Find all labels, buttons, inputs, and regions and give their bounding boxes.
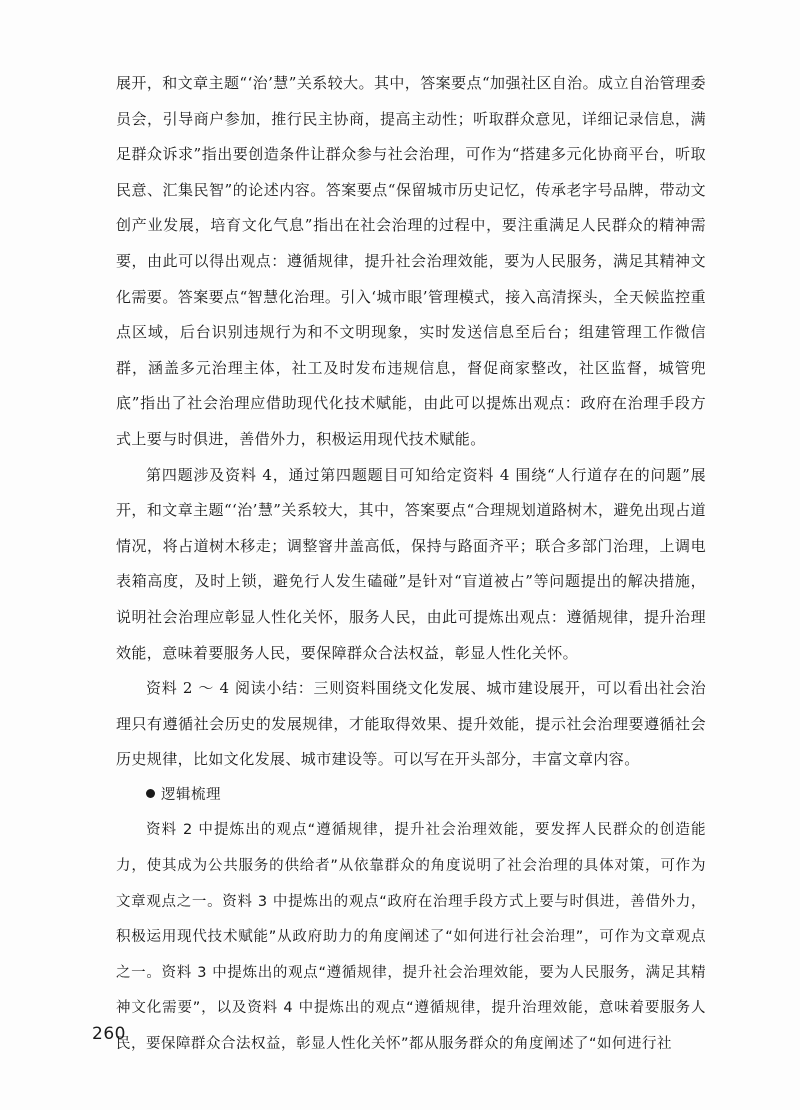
- bullet-icon: [146, 789, 155, 798]
- paragraph-logic: 资料 2 中提炼出的观点“遵循规律，提升社会治理效能，要发挥人民群众的创造能力，使其成为公共服务的供给者”从依靠群众的角度说明了社会治理的具体对策，可作为文章观点之一。资料 3 中提炼出的观点“政府在治理手段方式上要与时俱进，善借外力，积极运用现代技术赋能”从政府助力的角度阐述了“如何进行社会治理”，可作为文章观点之一。资料 3 中提炼出的观点“遵循规律，提升社会治理效能，要为人民服务，满足其精神文化需要”，以及资料 4 中提炼出的观点“遵循规律，提升治理效能，意味着要服务人民，要保障群众合法权益，彰显人性化关怀”都从服务群众的角度阐述了“如何进行社: [116, 822, 706, 1053]
- page-number: 260: [92, 1024, 126, 1044]
- section-heading-label: 逻辑梳理: [161, 786, 221, 803]
- body-text: [116, 66, 706, 1063]
- paragraph-question-four: 第四题涉及资料 4，通过第四题题目可知给定资料 4 围绕“人行道存在的问题”展开，和文章主题“‘治’慧”关系较大，其中，答案要点“合理规划道路树木，避免出现占道情况，将占道树木移走；调整窨井盖高低，保持与路面齐平；联合多部门治理，上调电表箱高度，及时上锁，避免行人发生磕碰”是针对“盲道被占”等问题提出的解决措施，说明社会治理应彰显人性化关怀，服务人民，由此可提炼出观点：遵循规律，提升治理效能，意味着要服务人民，要保障群众合法权益，彰显人性化关怀。: [116, 465, 706, 662]
- section-heading-logic: [116, 778, 706, 814]
- paragraph-reading-summary: 资料 2 ～ 4 阅读小结：三则资料围绕文化发展、城市建设展开，可以看出社会治理只有遵循社会历史的发展规律，才能取得效果、提升效能，提示社会治理要遵循社会历史规律，比如文化发展、城市建设等。可以写在开头部分，丰富文章内容。: [116, 679, 706, 769]
- paragraph-continued: 展开，和文章主题“‘治’慧”关系较大。其中，答案要点“加强社区自治。成立自治管理委员会，引导商户参加，推行民主协商，提高主动性；听取群众意见，详细记录信息，满足群众诉求”指出要创造条件让群众参与社会治理，可作为“搭建多元化协商平台，听取民意、汇集民智”的论述内容。答案要点“保留城市历史记忆，传承老字号品牌，带动文创产业发展，培育文化气息”指出在社会治理的过程中，要注重满足人民群众的精神需要，由此可以得出观点：遵循规律，提升社会治理效能，要为人民服务，满足其精神文化需要。答案要点“智慧化治理。引入‘城市眼’管理模式，接入高清探头，全天候监控重点区域，后台识别违规行为和不文明现象，实时发送信息至后台；组建管理工作微信群，涵盖多元治理主体，社工及时发布违规信息，督促商家整改，社区监督，城管兜底”指出了社会治理应借助现代化技术赋能，由此可以提炼出观点：政府在治理手段方式上要与时俱进，善借外力，积极运用现代技术赋能。: [116, 74, 706, 448]
